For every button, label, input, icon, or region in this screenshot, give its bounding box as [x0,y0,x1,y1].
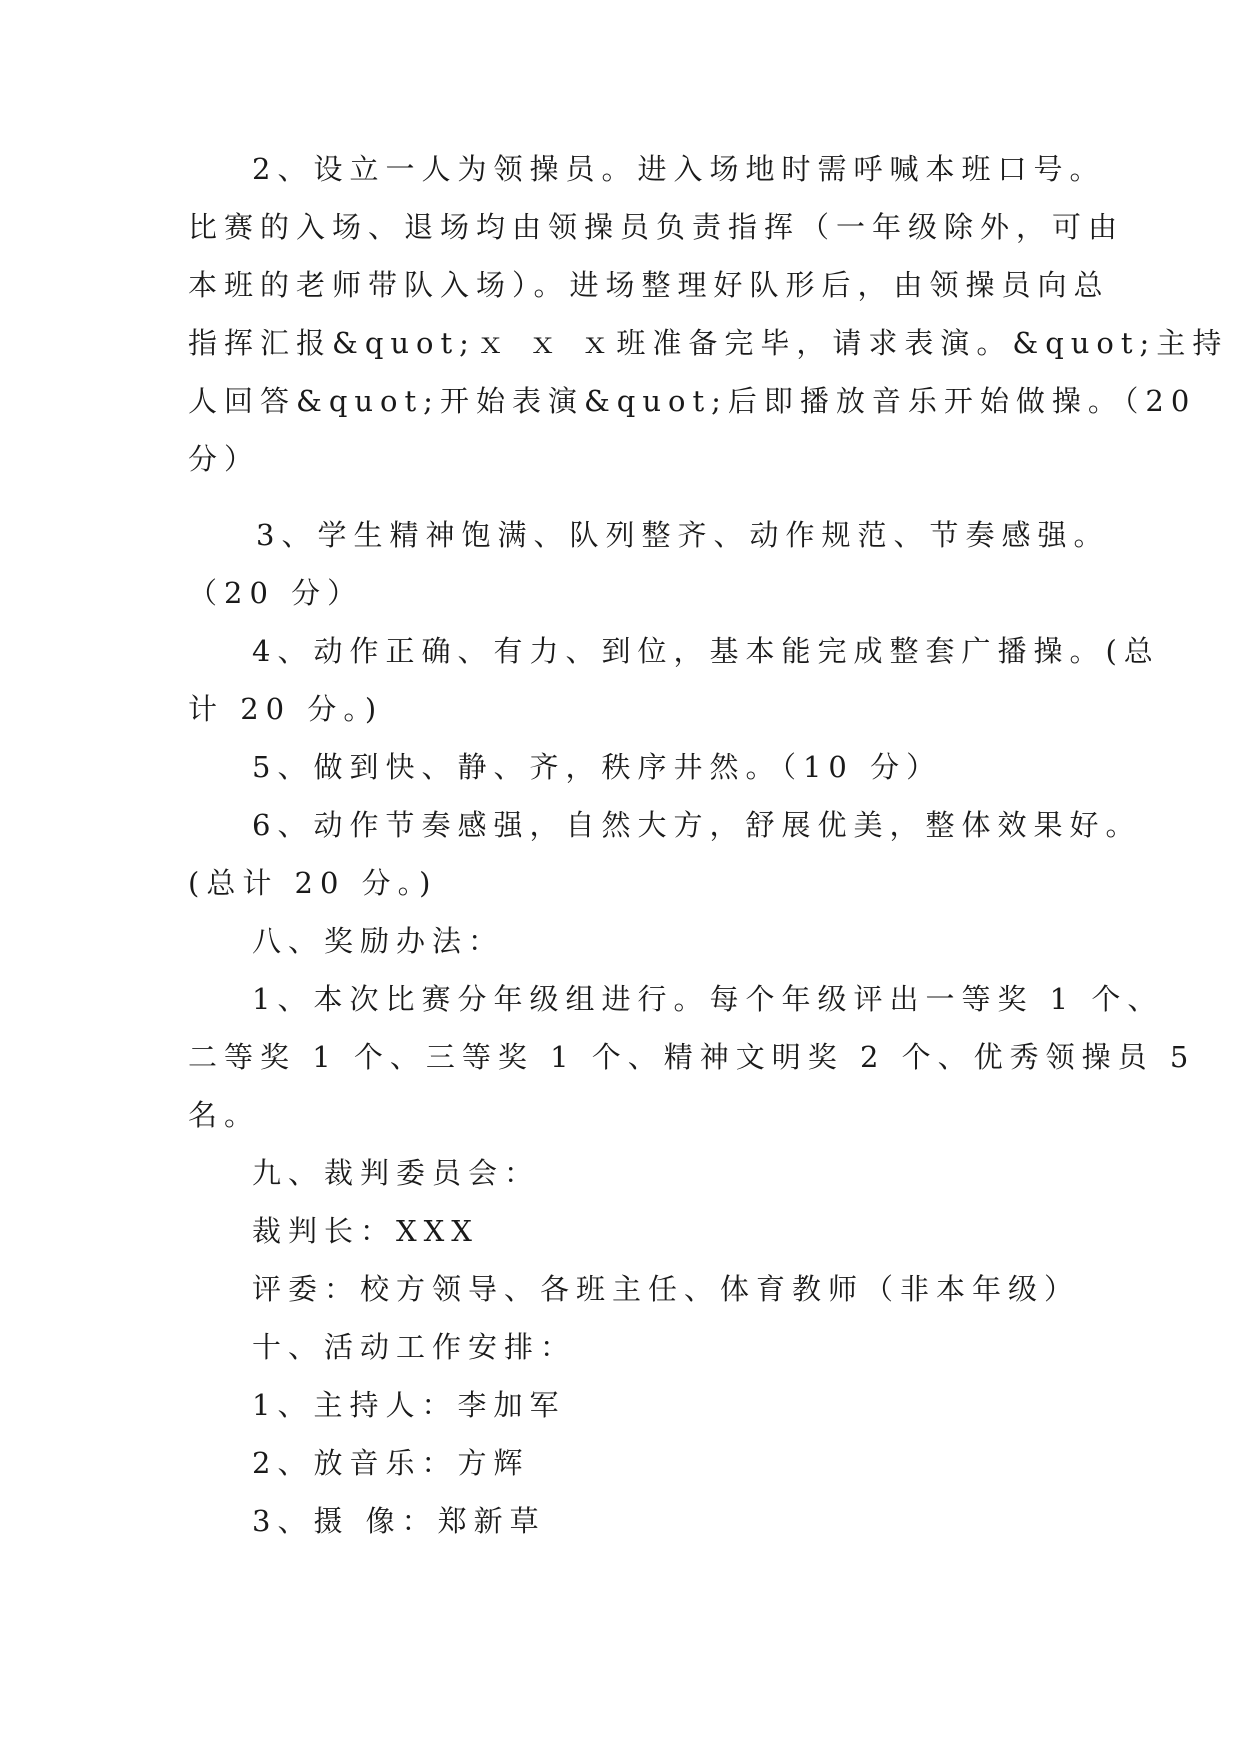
paragraph-line: 名。 [188,1098,261,1132]
paragraph-line: 评委：校方领导、各班主任、体育教师（非本年级） [252,1272,1081,1306]
paragraph-line: （20 分） [188,576,364,610]
section-heading: 十、活动工作安排： [252,1330,577,1364]
paragraph-line: 计 20 分。) [188,692,384,726]
paragraph-line: 1、本次比赛分年级组进行。每个年级评出一等奖 1 个、 [252,982,1164,1016]
section-heading: 九、裁判委员会： [252,1156,541,1190]
section-heading: 八、奖励办法： [252,924,505,958]
paragraph-line: 4、动作正确、有力、到位，基本能完成整套广播操。(总 [252,634,1160,668]
paragraph-line: 2、放音乐：方辉 [252,1446,530,1480]
paragraph-line: 2、设立一人为领操员。进入场地时需呼喊本班口号。 [252,152,1106,186]
paragraph-line: 二等奖 1 个、三等奖 1 个、精神文明奖 2 个、优秀领操员 5 [188,1040,1196,1074]
paragraph-line: 分） [188,442,261,476]
paragraph-line: 1、主持人：李加军 [252,1388,566,1422]
paragraph-line: 5、做到快、静、齐，秩序井然。（10 分） [252,750,943,784]
paragraph-line: 裁判长：XXX [252,1214,479,1248]
paragraph-line: (总计 20 分。) [188,866,438,900]
paragraph-line: 本班的老师带队入场）。进场整理好队形后，由领操员向总 [188,268,1110,302]
paragraph-line: 3、摄 像：郑新草 [252,1504,546,1538]
paragraph-line: 3、学生精神饱满、队列整齐、动作规范、节奏感强。 [256,518,1110,552]
paragraph-line: 人回答&quot;开始表演&quot;后即播放音乐开始做操。（20 [188,384,1197,418]
paragraph-line: 6、动作节奏感强，自然大方，舒展优美，整体效果好。 [252,808,1142,842]
paragraph-line: 比赛的入场、退场均由领操员负责指挥（一年级除外，可由 [188,210,1125,244]
paragraph-line: 指挥汇报&quot;ｘ ｘ ｘ班准备完毕，请求表演。&quot;主持 [188,326,1229,360]
